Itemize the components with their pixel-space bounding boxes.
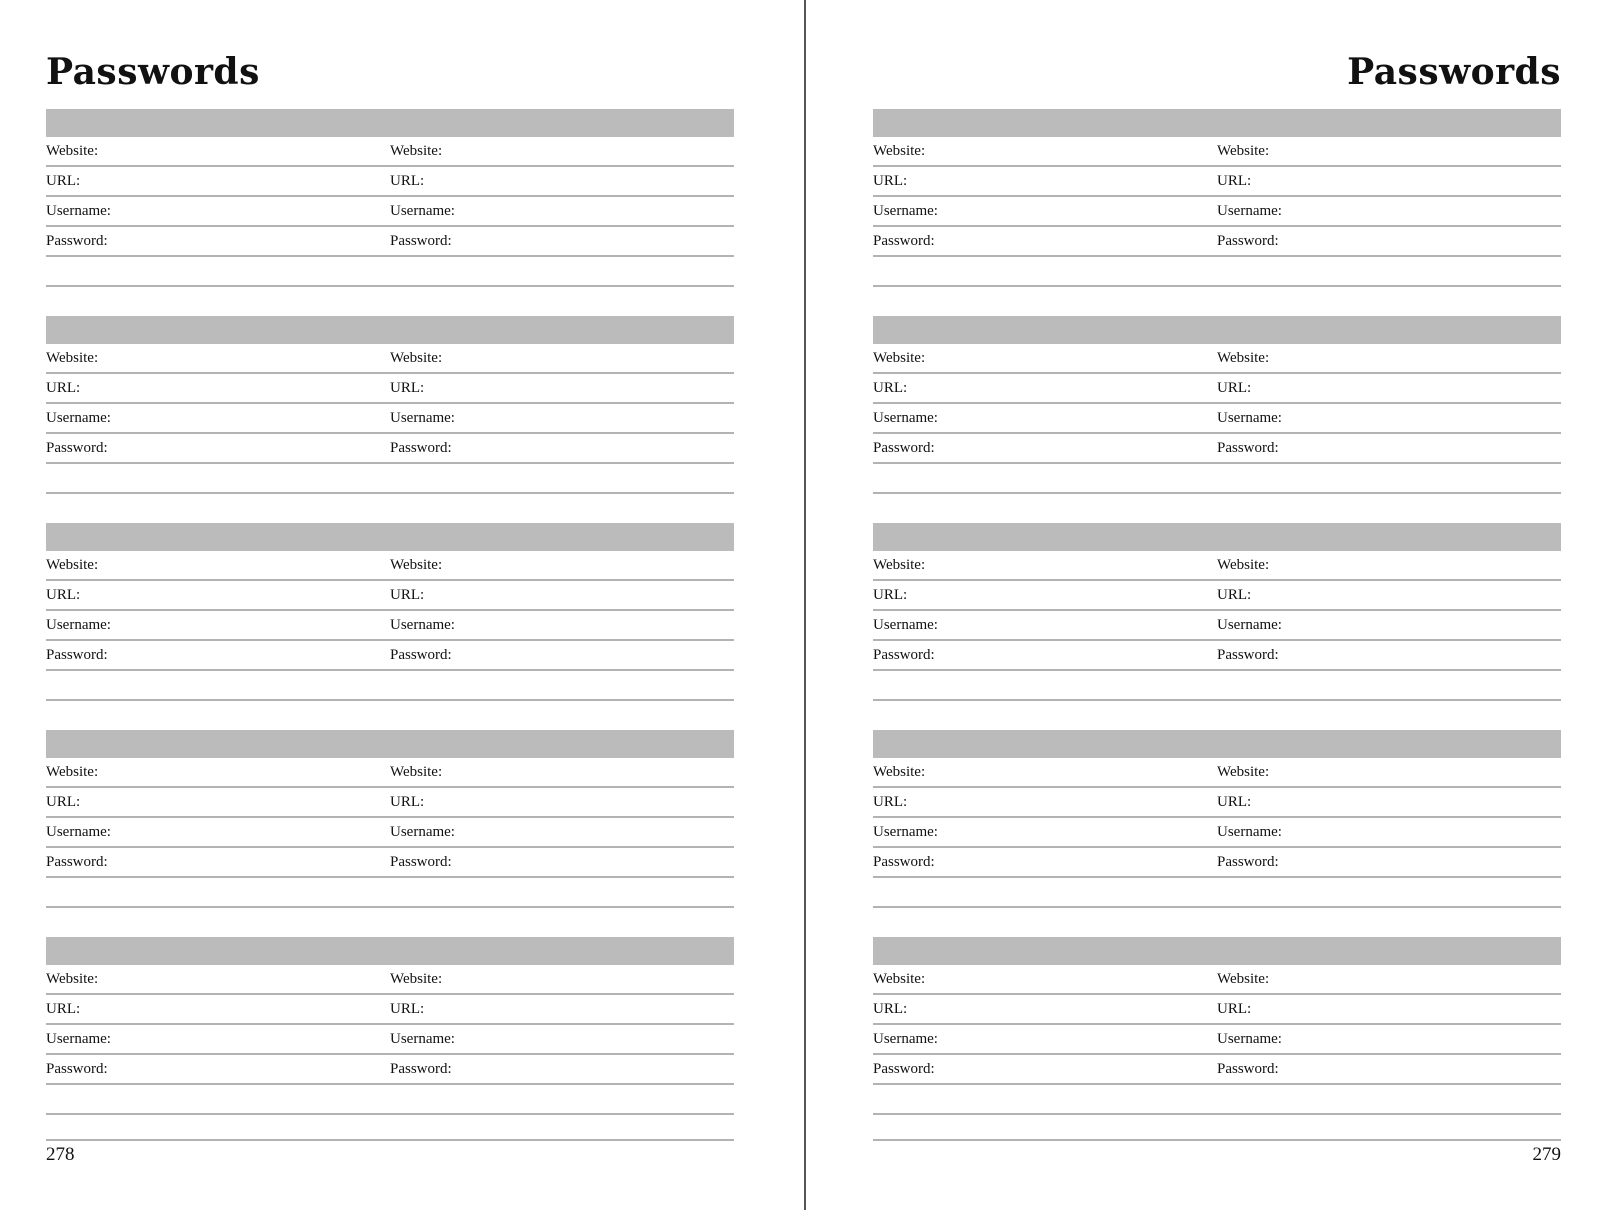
field-label: URL: bbox=[873, 587, 908, 603]
field-label: Website: bbox=[873, 557, 926, 573]
field-row bbox=[46, 137, 734, 167]
field-row bbox=[873, 374, 1561, 404]
field-label: Website: bbox=[390, 764, 443, 780]
field-label: URL: bbox=[1217, 794, 1252, 810]
field-label: URL: bbox=[390, 587, 425, 603]
left-page bbox=[46, 0, 734, 1210]
field-label: Password: bbox=[1217, 647, 1279, 663]
field-row bbox=[873, 167, 1561, 197]
field-label: Password: bbox=[390, 440, 452, 456]
entry-header-band bbox=[46, 937, 734, 965]
field-label: URL: bbox=[46, 1001, 81, 1017]
field-label: Website: bbox=[390, 143, 443, 159]
field-row bbox=[873, 404, 1561, 434]
field-label: Username: bbox=[46, 203, 111, 219]
field-row bbox=[873, 758, 1561, 788]
field-label: Password: bbox=[873, 854, 935, 870]
field-row bbox=[46, 197, 734, 227]
field-label: Website: bbox=[1217, 350, 1270, 366]
field-label: Username: bbox=[390, 203, 455, 219]
field-row bbox=[873, 1055, 1561, 1085]
field-label: Username: bbox=[390, 410, 455, 426]
field-label: Website: bbox=[390, 557, 443, 573]
field-label: Password: bbox=[46, 854, 108, 870]
notes-line bbox=[46, 671, 734, 701]
notes-line bbox=[46, 464, 734, 494]
field-row bbox=[873, 137, 1561, 167]
field-row bbox=[873, 611, 1561, 641]
field-label: URL: bbox=[1217, 380, 1252, 396]
field-label: URL: bbox=[46, 173, 81, 189]
field-label: Password: bbox=[1217, 233, 1279, 249]
field-row bbox=[873, 227, 1561, 257]
field-label: Password: bbox=[46, 647, 108, 663]
book-spine bbox=[804, 0, 806, 1210]
page-number: 278 bbox=[46, 1144, 75, 1165]
field-row bbox=[46, 434, 734, 464]
field-row bbox=[873, 995, 1561, 1025]
entry-header-band bbox=[46, 730, 734, 758]
field-label: URL: bbox=[1217, 587, 1252, 603]
field-label: URL: bbox=[46, 794, 81, 810]
field-label: Username: bbox=[390, 1031, 455, 1047]
entry-header-band bbox=[46, 109, 734, 137]
password-entry bbox=[46, 316, 734, 523]
field-label: Username: bbox=[1217, 203, 1282, 219]
field-label: Password: bbox=[390, 854, 452, 870]
field-row bbox=[46, 611, 734, 641]
password-entry bbox=[46, 730, 734, 937]
field-label: Website: bbox=[1217, 764, 1270, 780]
field-label: Website: bbox=[1217, 143, 1270, 159]
field-label: URL: bbox=[873, 794, 908, 810]
field-label: Website: bbox=[873, 350, 926, 366]
page-title: Passwords bbox=[1347, 51, 1561, 93]
password-entry bbox=[46, 937, 734, 1144]
field-row bbox=[873, 551, 1561, 581]
field-row bbox=[46, 344, 734, 374]
field-row bbox=[46, 758, 734, 788]
field-row bbox=[46, 818, 734, 848]
field-label: Website: bbox=[873, 143, 926, 159]
password-entry bbox=[873, 730, 1561, 937]
field-label: Username: bbox=[873, 203, 938, 219]
entry-header-band bbox=[46, 316, 734, 344]
field-label: Username: bbox=[46, 617, 111, 633]
field-label: Username: bbox=[46, 1031, 111, 1047]
field-row bbox=[46, 965, 734, 995]
entry-header-band bbox=[873, 523, 1561, 551]
entry-header-band bbox=[873, 937, 1561, 965]
notes-line bbox=[46, 257, 734, 287]
field-row bbox=[873, 344, 1561, 374]
field-label: Password: bbox=[1217, 854, 1279, 870]
field-label: URL: bbox=[46, 587, 81, 603]
field-label: URL: bbox=[1217, 173, 1252, 189]
field-row bbox=[46, 374, 734, 404]
footer-rule bbox=[873, 1139, 1561, 1141]
field-label: Password: bbox=[873, 1061, 935, 1077]
field-label: Website: bbox=[873, 971, 926, 987]
field-label: Website: bbox=[1217, 971, 1270, 987]
field-label: URL: bbox=[873, 380, 908, 396]
notes-line bbox=[873, 464, 1561, 494]
field-row bbox=[46, 581, 734, 611]
page-number: 279 bbox=[1532, 1144, 1561, 1165]
field-label: Username: bbox=[873, 410, 938, 426]
field-row bbox=[46, 167, 734, 197]
field-label: Username: bbox=[1217, 1031, 1282, 1047]
field-row bbox=[46, 227, 734, 257]
field-label: Password: bbox=[390, 647, 452, 663]
field-label: Password: bbox=[46, 1061, 108, 1077]
field-label: Website: bbox=[390, 971, 443, 987]
field-label: Password: bbox=[46, 440, 108, 456]
field-row bbox=[46, 641, 734, 671]
field-label: URL: bbox=[873, 173, 908, 189]
field-row bbox=[873, 581, 1561, 611]
field-label: URL: bbox=[390, 794, 425, 810]
entry-header-band bbox=[873, 109, 1561, 137]
field-label: Website: bbox=[46, 350, 99, 366]
password-entry bbox=[873, 316, 1561, 523]
field-label: Password: bbox=[873, 233, 935, 249]
field-label: Password: bbox=[46, 233, 108, 249]
field-row bbox=[873, 965, 1561, 995]
field-row bbox=[46, 404, 734, 434]
notes-line bbox=[873, 257, 1561, 287]
field-label: Username: bbox=[873, 824, 938, 840]
field-label: Username: bbox=[1217, 824, 1282, 840]
password-entry bbox=[46, 109, 734, 316]
notes-line bbox=[873, 671, 1561, 701]
password-entries bbox=[873, 109, 1561, 1144]
password-entry bbox=[46, 523, 734, 730]
entry-header-band bbox=[873, 316, 1561, 344]
field-label: Website: bbox=[1217, 557, 1270, 573]
field-row bbox=[873, 788, 1561, 818]
field-label: Username: bbox=[46, 410, 111, 426]
field-label: Username: bbox=[873, 1031, 938, 1047]
notes-line bbox=[46, 1085, 734, 1115]
field-label: URL: bbox=[390, 1001, 425, 1017]
entry-header-band bbox=[873, 730, 1561, 758]
field-label: Website: bbox=[46, 764, 99, 780]
field-label: Username: bbox=[1217, 617, 1282, 633]
field-label: Website: bbox=[873, 764, 926, 780]
field-row bbox=[46, 848, 734, 878]
password-entry bbox=[873, 109, 1561, 316]
field-label: Website: bbox=[46, 971, 99, 987]
field-label: Username: bbox=[46, 824, 111, 840]
field-row bbox=[873, 197, 1561, 227]
field-label: Password: bbox=[873, 440, 935, 456]
field-row bbox=[873, 818, 1561, 848]
field-label: Password: bbox=[1217, 440, 1279, 456]
field-row bbox=[46, 1055, 734, 1085]
field-row bbox=[46, 551, 734, 581]
field-label: Website: bbox=[46, 557, 99, 573]
entry-header-band bbox=[46, 523, 734, 551]
field-label: Username: bbox=[390, 617, 455, 633]
field-row bbox=[873, 1025, 1561, 1055]
field-label: Username: bbox=[873, 617, 938, 633]
field-label: Username: bbox=[390, 824, 455, 840]
field-label: URL: bbox=[873, 1001, 908, 1017]
password-entries bbox=[46, 109, 734, 1144]
field-label: Username: bbox=[1217, 410, 1282, 426]
notes-line bbox=[873, 878, 1561, 908]
field-label: Password: bbox=[390, 233, 452, 249]
field-row bbox=[873, 434, 1561, 464]
password-entry bbox=[873, 937, 1561, 1144]
field-label: URL: bbox=[390, 380, 425, 396]
notes-line bbox=[46, 878, 734, 908]
field-label: Website: bbox=[390, 350, 443, 366]
field-row bbox=[873, 848, 1561, 878]
field-row bbox=[873, 641, 1561, 671]
field-row bbox=[46, 1025, 734, 1055]
field-label: Password: bbox=[390, 1061, 452, 1077]
footer-rule bbox=[46, 1139, 734, 1141]
field-label: URL: bbox=[390, 173, 425, 189]
notes-line bbox=[873, 1085, 1561, 1115]
page-title: Passwords bbox=[46, 51, 260, 93]
field-row bbox=[46, 788, 734, 818]
field-row bbox=[46, 995, 734, 1025]
field-label: URL: bbox=[1217, 1001, 1252, 1017]
password-entry bbox=[873, 523, 1561, 730]
field-label: Password: bbox=[1217, 1061, 1279, 1077]
field-label: URL: bbox=[46, 380, 81, 396]
field-label: Website: bbox=[46, 143, 99, 159]
field-label: Password: bbox=[873, 647, 935, 663]
right-page bbox=[873, 0, 1561, 1210]
